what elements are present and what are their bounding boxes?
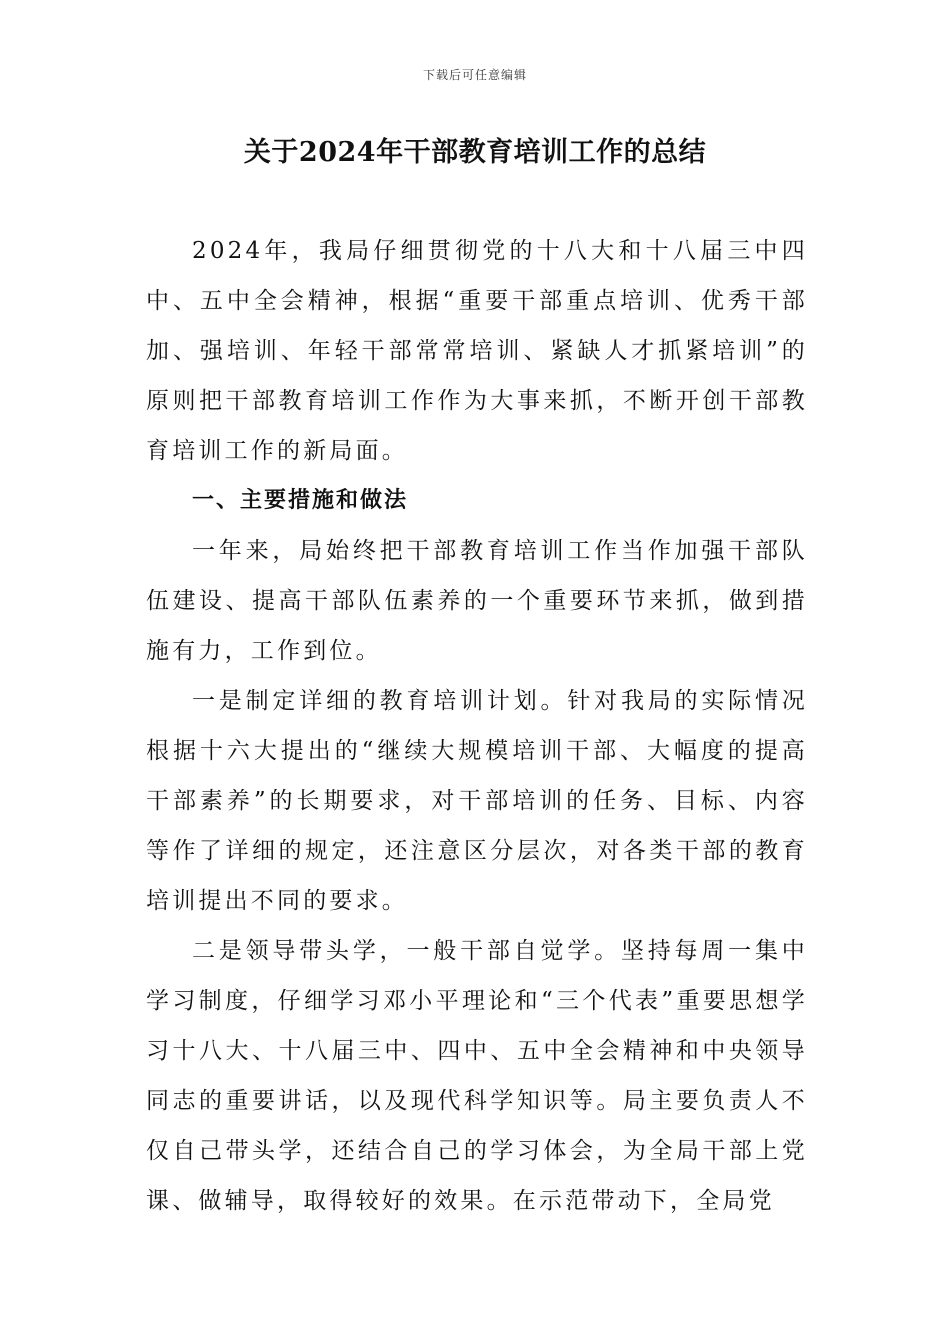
- body-paragraph: 一年来，局始终把干部教育培训工作当作加强干部队伍建设、提高干部队伍素养的一个重要环节来抓，做到措施有力，工作到位。: [146, 538, 808, 664]
- intro-paragraph: 2024年，我局仔细贯彻党的十八大和十八届三中四中、五中全会精神，根据“重要干部重点培训、优秀干部加、强培训、年轻干部常常培训、紧缺人才抓紧培训”的原则把干部教育培训工作作为大事来抓，不断开创干部教育培训工作的新局面。: [146, 238, 808, 464]
- section-heading-1: 一、主要措施和做法: [192, 488, 409, 513]
- document-title: 关于2024年干部教育培训工作的总结: [243, 137, 707, 168]
- document-body: [146, 226, 808, 1226]
- body-paragraph: 一是制定详细的教育培训计划。针对我局的实际情况根据十六大提出的“继续大规模培训干部、大幅度的提高干部素养”的长期要求，对干部培训的任务、目标、内容等作了详细的规定，还注意区分层次，对各类干部的教育培训提出不同的要求。: [146, 688, 808, 914]
- body-paragraph: 二是领导带头学，一般干部自觉学。坚持每周一集中学习制度，仔细学习邓小平理论和“三个代表”重要思想学习十八大、十八届三中、四中、五中全会精神和中央领导同志的重要讲话，以及现代科学知识等。局主要负责人不仅自己带头学，还结合自己的学习体会，为全局干部上党课、做辅导，取得较好的效果。在示范带动下，全局党: [146, 938, 808, 1214]
- header-note: 下载后可任意编辑: [422, 68, 527, 82]
